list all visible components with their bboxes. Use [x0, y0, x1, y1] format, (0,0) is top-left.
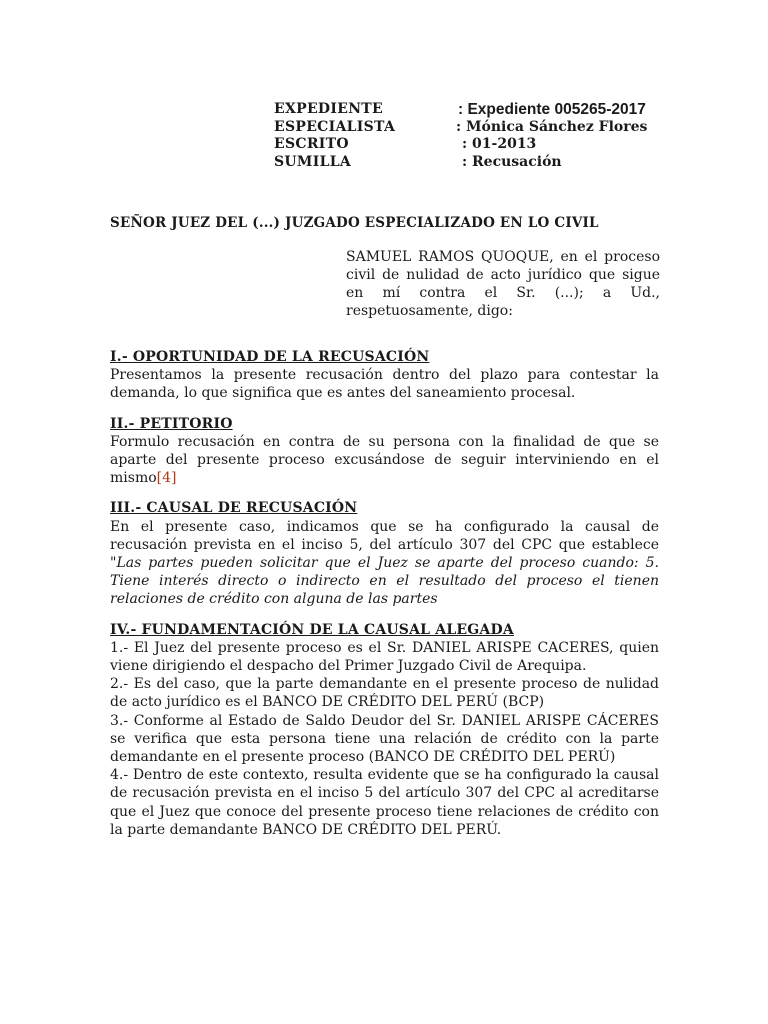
- section-petitorio: [110, 415, 659, 488]
- section-text: Presentamos la presente recusación dentro del plazo para contestar la demanda, lo que significa que es antes del saneamiento procesal.: [110, 367, 659, 402]
- expediente-label: EXPEDIENTE: [274, 101, 383, 117]
- escrito-label: ESCRITO: [274, 136, 349, 152]
- addressee-heading: SEÑOR JUEZ DEL (...) JUZGADO ESPECIALIZADO EN LO CIVIL: [110, 215, 599, 231]
- sumilla-value: : Recusación: [462, 153, 562, 170]
- list-item: 4.- Dentro de este contexto, resulta evidente que se ha configurado la causal de recusación prevista en el inciso 5 del artículo 307 del CPC al acreditarse que el Juez que conoce del presente proceso tiene relaciones de crédito con la parte demandante BANCO DE CRÉDITO DEL PERÚ.: [110, 767, 659, 838]
- section-fundamentacion: [110, 621, 659, 839]
- intro-paragraph: [346, 248, 660, 320]
- sumilla-label: SUMILLA: [274, 153, 352, 170]
- legal-quote: "Las partes pueden solicitar que el Juez se aparte del proceso cuando: 5. Tiene interés directo o indirecto en el resultado del proceso el tienen relaciones de crédito con alguna de las partes: [110, 555, 659, 608]
- intro-closing: respetuosamente, digo:: [346, 303, 513, 319]
- escrito-value: : 01-2013: [462, 136, 537, 152]
- especialista-value: : Mónica Sánchez Flores: [456, 118, 648, 135]
- section-oportunidad: [110, 348, 659, 403]
- document-body: [110, 348, 659, 851]
- section-title: IV.- FUNDAMENTACIÓN DE LA CAUSAL ALEGADA: [110, 621, 514, 638]
- section-title: III.- CAUSAL DE RECUSACIÓN: [110, 500, 358, 517]
- causal-text: En el presente caso, indicamos que se ha configurado la causal de recusación prevista en el inciso 5, del artículo 307 del CPC que establece: [110, 518, 659, 553]
- expediente-value: : Expediente 005265-2017: [458, 101, 646, 118]
- list-item: 3.- Conforme al Estado de Saldo Deudor del Sr. DANIEL ARISPE CÁCERES se verifica que esta persona tiene una relación de crédito con la parte demandante en el presente proceso (BANCO DE CRÉDITO DEL PERÚ): [110, 712, 659, 766]
- section-title: I.- OPORTUNIDAD DE LA RECUSACIÓN: [110, 349, 430, 365]
- list-item: 2.- Es del caso, que la parte demandante en el presente proceso de nulidad de acto jurídico es el BANCO DE CRÉDITO DEL PERÚ (BCP): [110, 676, 659, 711]
- petitorio-text: Formulo recusación en contra de su persona con la finalidad de que se aparte del presente proceso excusándose de seguir interviniendo en el mismo: [110, 433, 659, 487]
- especialista-label: ESPECIALISTA: [274, 118, 396, 135]
- footnote-reference[interactable]: [4]: [156, 470, 177, 487]
- section-text: [110, 518, 659, 609]
- section-title: II.- PETITORIO: [110, 415, 233, 432]
- list-item: 1.- El Juez del presente proceso es el Sr. DANIEL ARISPE CACERES, quien viene dirigiendo el despacho del Primer Juzgado Civil de Arequipa.: [110, 639, 659, 675]
- section-text: [110, 433, 659, 488]
- intro-text: SAMUEL RAMOS QUOQUE, en el proceso civil de nulidad de acto jurídico que sigue en mí contra el Sr. (...); a Ud.,: [346, 249, 660, 301]
- section-causal: [110, 499, 659, 608]
